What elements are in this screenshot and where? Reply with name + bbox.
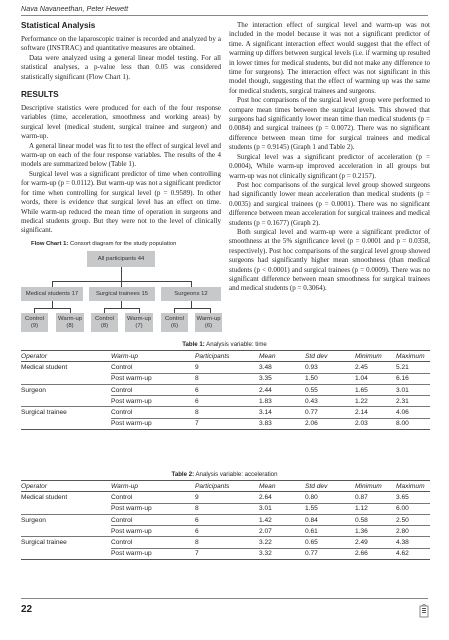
table-cell: Medical student	[21, 364, 68, 372]
table-cell: Post warm-up	[111, 548, 195, 559]
table-cell: 3.65	[396, 493, 409, 501]
flowchart-connector	[104, 308, 139, 309]
column-header: Minimum	[355, 482, 382, 490]
flowchart-connector	[191, 301, 192, 308]
table-cell: 0.65	[305, 537, 355, 548]
flowchart-connector	[52, 301, 53, 308]
table-cell: Post warm-up	[111, 418, 195, 429]
flowchart-box-trainee-warmup: Warm-up (7)	[125, 313, 153, 332]
column-header: Mean	[259, 352, 276, 360]
table-cell: 6	[195, 396, 259, 407]
column-header: Maximum	[396, 352, 425, 360]
table-cell: Surgeon	[21, 384, 111, 395]
table-cell	[21, 396, 111, 407]
table-cell: Post warm-up	[111, 503, 195, 514]
table-cell: 0.84	[305, 514, 355, 525]
table-row	[21, 384, 430, 395]
table-cell: 3.01	[396, 384, 430, 395]
table-cell: 0.58	[355, 514, 396, 525]
table-cell: 8	[195, 503, 259, 514]
table-cell: 3.01	[259, 503, 305, 514]
table-cell: 0.43	[305, 396, 355, 407]
table-cell: Control	[111, 363, 133, 371]
table-cell: 4.62	[396, 548, 430, 559]
table2-caption-label: Table 2:	[171, 471, 195, 478]
column-header: Maximum	[396, 482, 425, 490]
table-cell	[21, 526, 111, 537]
paragraph: Both surgical level and warm-up were a significant predictor of smoothness at the 5% significance level (p = 0.0001 and p = 0.0358, respectively). Post hoc comparisons of the surgical level group showed surgeons had significantly higher mean smoothness (than medical students (p < 0.0001) and surgical trainees (p = 0.0009). There was no significant difference between mean smoothness for surgical trainees and medical students (p = 0.3064).	[229, 227, 430, 293]
table-cell: 6.00	[396, 503, 430, 514]
table-cell: 3.14	[259, 407, 305, 418]
table-cell: 8	[195, 537, 259, 548]
table-cell: 2.80	[396, 526, 430, 537]
table-cell: 2.44	[259, 384, 305, 395]
column-header: Std dev	[305, 352, 328, 360]
table-cell: 4.38	[396, 537, 430, 548]
flowchart-connector	[121, 301, 122, 308]
flowchart-box-surgeon-warmup: Warm-up (6)	[195, 313, 222, 332]
table1	[21, 350, 430, 430]
flowchart-box-med-control: Control (9)	[21, 313, 48, 332]
table-cell: 0.55	[305, 384, 355, 395]
running-head: Nava Navaneethan, Peter Hewett	[21, 4, 129, 13]
section-heading-results: RESULTS	[21, 90, 59, 100]
table-cell: 8	[195, 407, 259, 418]
table-cell: 0.77	[305, 548, 355, 559]
table-cell: 2.31	[396, 396, 430, 407]
flowchart-box-all-participants: All participants 44	[87, 251, 155, 267]
table-cell: 2.45	[355, 363, 368, 371]
table-cell: 4.06	[396, 407, 430, 418]
table2	[21, 480, 430, 560]
footer-rule	[21, 598, 428, 599]
column-header: Operator	[21, 352, 48, 360]
table-cell: 2.06	[305, 418, 355, 429]
table-cell: 2.03	[355, 418, 396, 429]
table-cell: Surgical trainee	[21, 537, 111, 548]
table-cell: 8.00	[396, 418, 430, 429]
left-column	[21, 21, 221, 236]
header-rule	[21, 15, 428, 16]
table-cell: 0.77	[305, 407, 355, 418]
flowchart-box-surgeon-control: Control (6)	[161, 313, 188, 332]
table-cell: 2.07	[259, 526, 305, 537]
flowchart-caption-label: Flow Chart 1:	[31, 241, 69, 247]
paragraph: Post hoc comparisons of the surgical level group were performed to compare mean times between the surgical levels. This showed that surgeons had significantly lower mean time than medical students (p = 0.0084) and surgical trainees (p = 0.0072). There was no significant difference between mean time for surgical trainees and medical students (p = 0.9145) (Graph 1 and Table 2).	[229, 96, 430, 152]
table-row	[21, 514, 430, 525]
table-cell: 3.22	[259, 537, 305, 548]
column-header: Warm-up	[111, 482, 138, 490]
table-cell: 1.55	[305, 503, 355, 514]
table-cell: 2.66	[355, 548, 396, 559]
table-cell: 6	[195, 384, 259, 395]
paragraph: Surgical level was a significant predictor of time when controlling for warm-up (p = 0.0112). But warm-up was not a significant predictor for time when controlling for surgical level (p = 0.9589). In other words, there is evidence that surgical level has an effect on time. While warm-up reduced the mean time of operation in surgeons and medical students group. But they were not to the level of clinically significant.	[21, 169, 221, 235]
table-cell: 1.50	[305, 373, 355, 384]
flowchart-box-surgeons: Surgeons 12	[161, 287, 221, 301]
table-cell: 5.21	[396, 363, 409, 371]
flowchart-connector	[121, 267, 122, 281]
table-cell: 7	[195, 548, 259, 559]
table-cell: 3.83	[259, 418, 305, 429]
flowchart-connector	[174, 308, 210, 309]
table-cell: 2.50	[396, 514, 430, 525]
paragraph: Descriptive statistics were produced for each of the four response variables (time, acceleration, smoothness and working areas) by surgical level (medical student, surgical trainee and surgeon) and warm-up.	[21, 104, 221, 141]
table-cell: 0.61	[305, 526, 355, 537]
table-cell: 1.83	[259, 396, 305, 407]
paragraph: A general linear model was fit to test the effect of surgical level and warm-up on each of the four response variables. The results of the 4 models are summarized below (Table 1).	[21, 141, 221, 169]
table-cell: Surgical trainee	[21, 407, 111, 418]
table-row	[21, 396, 430, 407]
flowchart-caption-text: Consort diagram for the study population	[69, 241, 177, 247]
table-cell: Medical student	[21, 494, 68, 502]
table-cell: Surgeon	[21, 514, 111, 525]
table-row	[21, 548, 430, 559]
paragraph: Data were analyzed using a general linear model testing. For all statistical analyses, a p-value less than 0.05 was considered statistically significant (Flow Chart 1).	[21, 53, 221, 81]
table-cell: Post warm-up	[111, 373, 195, 384]
table-cell	[21, 418, 111, 429]
flowchart-caption	[31, 241, 176, 247]
flowchart-box-surgical-trainees: Surgical trainees 15	[89, 287, 155, 301]
table-row	[21, 503, 430, 514]
table-cell: 6.16	[396, 373, 430, 384]
table-row	[21, 407, 430, 418]
right-column	[229, 21, 430, 294]
table-row	[21, 373, 430, 384]
table-cell: Control	[111, 537, 195, 548]
table-row	[21, 537, 430, 548]
publisher-logo-icon	[419, 604, 429, 618]
table1-caption-label: Table 1:	[182, 341, 205, 348]
table-cell: Control	[111, 407, 195, 418]
flowchart-box-trainee-control: Control (8)	[91, 313, 118, 332]
table2-caption	[0, 471, 449, 478]
column-header: Mean	[259, 482, 276, 490]
table-cell: 2.49	[355, 537, 396, 548]
table-cell: 0.87	[355, 493, 368, 501]
table-row	[21, 418, 430, 429]
paragraph: Surgical level was a significant predictor of acceleration (p = 0.0004), While warm-up improved acceleration in all groups but warm-up was not clinically significant (p = 0.2157).	[229, 152, 430, 180]
table-cell: 9	[195, 493, 199, 501]
table-cell: 2.14	[355, 407, 396, 418]
table2-caption-text: Analysis variable: acceleration	[195, 471, 278, 478]
paragraph: Performance on the laparoscopic trainer is recorded and analyzed by a software (INSTRAC) and quantitative measures are obtained.	[21, 35, 221, 53]
table1-caption-text: Analysis variable: time	[206, 341, 267, 348]
table-cell: 1.12	[355, 503, 396, 514]
table-row	[21, 492, 430, 503]
table-cell: Post warm-up	[111, 526, 195, 537]
table-row	[21, 362, 430, 373]
table1-caption	[0, 341, 449, 348]
table-cell: Post warm-up	[111, 396, 195, 407]
table-cell: 1.04	[355, 373, 396, 384]
column-header: Operator	[21, 482, 48, 490]
column-header: Participants	[195, 352, 230, 360]
page-number: 22	[21, 604, 33, 615]
table-cell	[21, 373, 111, 384]
table-cell: Control	[111, 384, 195, 395]
table-cell: 3.32	[259, 548, 305, 559]
table-cell: 6	[195, 526, 259, 537]
paragraph: Post hoc comparisons of the surgical level group showed surgeons had significantly lower mean acceleration than medical students (p = 0.0035) and surgical trainees (p = 0.0001). There was no significant difference between mean acceleration for surgical trainees and medical students (p = 0.1677) (Graph 2).	[229, 180, 430, 227]
table-cell: 0.80	[305, 493, 318, 501]
table-header-row	[21, 351, 430, 362]
table-cell: Control	[111, 514, 195, 525]
table-cell: 3.48	[259, 363, 272, 371]
column-header: Participants	[195, 482, 230, 490]
table-cell: 6	[195, 514, 259, 525]
section-heading-statistical-analysis: Statistical Analysis	[21, 21, 96, 30]
table-cell: 7	[195, 418, 259, 429]
table-cell: Control	[111, 493, 133, 501]
table-header-row	[21, 481, 430, 492]
table-cell: 3.35	[259, 373, 305, 384]
table-cell: 1.42	[259, 514, 305, 525]
column-header: Minimum	[355, 352, 382, 360]
table-cell: 0.93	[305, 363, 318, 371]
table-cell: 8	[195, 373, 259, 384]
flowchart-connector	[34, 308, 70, 309]
column-header: Warm-up	[111, 352, 138, 360]
table-cell: 9	[195, 363, 199, 371]
paragraph: The interaction effect of surgical level and warm-up was not included in the model because it was not a significant predictor of time. A significant interaction effect would suggest that the effect of warming up differs between surgical levels (i.e. if warming up resulted in lower times for medical students, but did not make any difference to time for surgeons). The interaction effect was not significant in this model though, suggesting that the effect of warming up was the same for medical students, surgical trainees and surgeons.	[229, 21, 430, 95]
flowchart-box-med-warmup: Warm-up (8)	[56, 313, 84, 332]
table-cell: 1.22	[355, 396, 396, 407]
table-cell: 1.36	[355, 526, 396, 537]
table-row	[21, 526, 430, 537]
table-cell: 2.64	[259, 493, 272, 501]
table-cell	[21, 503, 111, 514]
table-cell: 1.65	[355, 384, 396, 395]
table-cell	[21, 548, 111, 559]
column-header: Std dev	[305, 482, 328, 490]
flowchart-box-medical-students: Medical students 17	[21, 287, 83, 301]
